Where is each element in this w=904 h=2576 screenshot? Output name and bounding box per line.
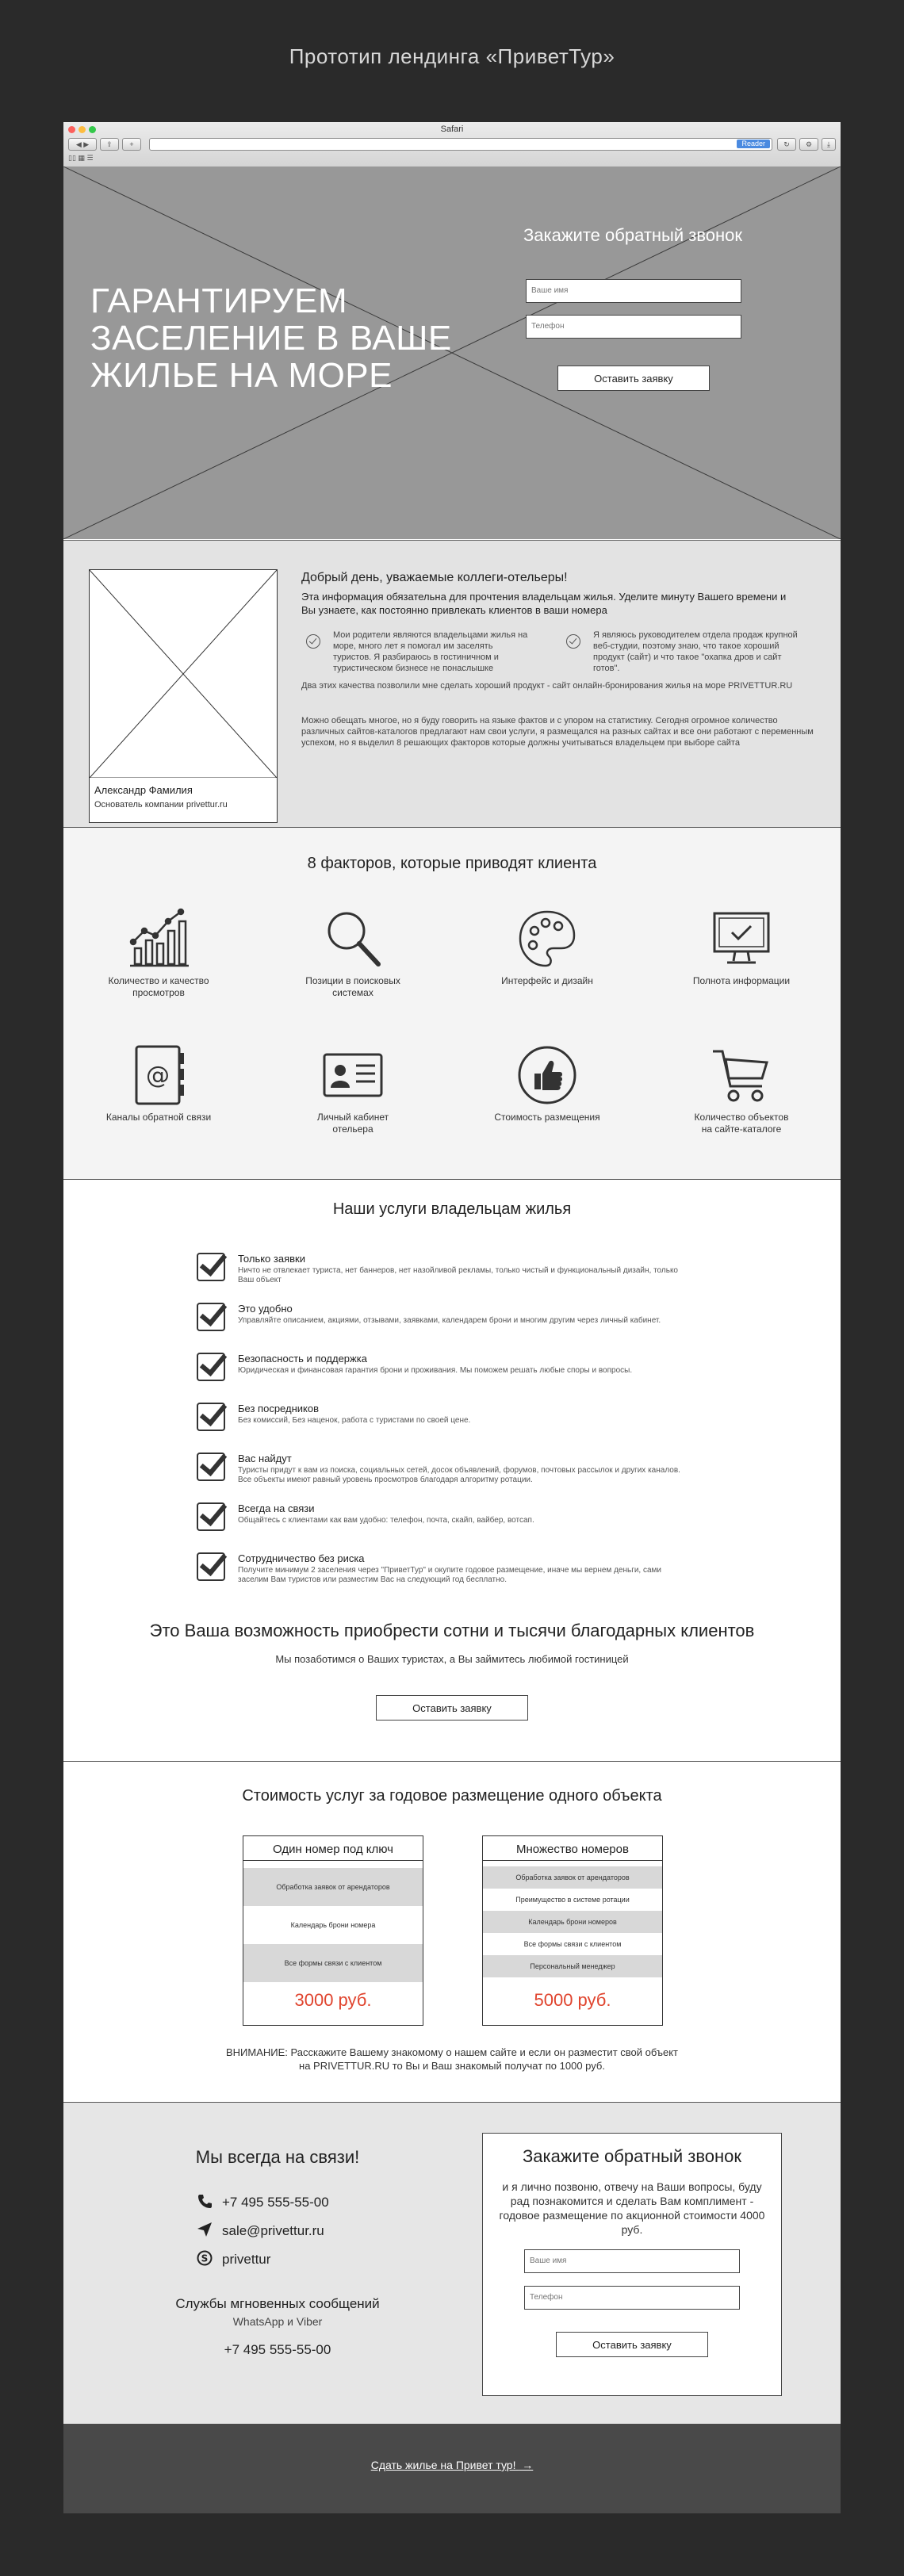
footer-link-text[interactable]: Сдать жилье на Привет тур! [370,2459,516,2471]
download-icon[interactable]: ⤓ [822,138,836,151]
browser-window [63,122,841,2513]
about-summary: Два этих качества позволили мне сделать хороший продукт - сайт онлайн-бронирования жилья на море PRIVETTUR.RU [301,681,793,691]
phone-icon [197,2193,214,2213]
services-section [63,1179,841,1762]
service-title: Это удобно [238,1303,293,1315]
plan-price: 3000 руб. [294,1990,372,2010]
services-title: Наши услуги владельцам жилья [332,1200,572,1218]
plan-feature: Календарь брони номеров [483,1911,662,1933]
callback-name-input[interactable] [524,2249,740,2273]
chart-growth-icon [127,907,190,970]
service-desc: Ничто не отвлекает туриста, нет баннеров, нет назойливой рекламы, только чистый и функциональный дизайн, только Ваш объект [238,1266,678,1284]
pricing-section [63,1761,841,2103]
settings-icon[interactable]: ⚙ [799,138,818,151]
about-point: Я являюсь руководителем отдела продаж крупной веб-студии, поэтому знаю, что такое хороший продукт (сайт) и что такое "охапка дров и сайт готов". [593,630,798,673]
contacts-section [63,2102,841,2425]
factor-label: на сайте-каталоге [701,1123,782,1135]
messengers-phone[interactable]: +7 495 555-55-00 [224,2342,331,2357]
bookmarks-bar [68,154,94,163]
factor-item [646,907,837,987]
founder-role: Основатель компании privettur.ru [94,800,228,810]
checkbox-checked-icon [197,1502,225,1531]
name-input[interactable] [526,279,741,303]
magnifier-icon [321,907,385,970]
address-bar[interactable] [149,138,772,151]
checkbox-checked-icon [197,1453,225,1481]
contact-skype-text: privettur [222,2251,271,2267]
factor-label: Стоимость размещения [494,1112,600,1123]
contact-skype[interactable] [197,2250,270,2270]
pricing-title: Стоимость услуг за годовое размещение одного объекта [242,1787,662,1805]
contact-phone-text: +7 495 555-55-00 [222,2194,329,2210]
checkbox-checked-icon [197,1303,225,1331]
services-cta-subtitle: Мы позаботимся о Ваших туристах, а Вы займитесь любимой гостиницей [275,1653,629,1665]
checkbox-checked-icon [197,1552,225,1581]
about-heading: Добрый день, уважаемые коллеги-отельеры! [301,571,568,584]
callback-phone-input[interactable] [524,2286,740,2310]
service-desc: Управляйте описанием, акциями, отзывами, заявками, календарем брони и многим другим через личный кабинет. [238,1316,661,1325]
id-card-icon [321,1043,385,1107]
checkbox-checked-icon [197,1253,225,1281]
share-icon[interactable]: ⇪ [100,138,119,151]
factor-label: отельера [332,1123,373,1135]
callback-desc: и я лично позвоню, отвечу на Ваши вопросы, буду рад познакомится и сделать Вам комплимент - годовое размещение по акционной стоимости 4000 руб. [499,2180,765,2236]
svg-text:S: S [201,2253,209,2264]
palette-icon [515,907,579,970]
messengers-title: Службы мгновенных сообщений [175,2296,380,2311]
about-lead: Эта информация обязательна для прочтения владельцам жилья. Уделите минуту Вашего времени и Вы узнаете, как постоянно привлекать клиентов в ваши номера [301,591,787,616]
plan-name: Множество номеров [516,1843,629,1856]
reading-list-icon[interactable]: ▯▯ [68,154,76,162]
phone-input[interactable] [526,315,741,339]
contact-phone[interactable] [197,2193,329,2213]
about-body: Можно обещать многое, но я буду говорить на языке фактов и с упором на статистику. Сегодня огромное количество различных сайтов-каталогов предлагают нам свои услуги, я размещался на разных сайтах и все они работают с переменным успехом, но я выделил 8 решающих факторов которые должны учитываться владельцем при выборе сайта [301,716,814,748]
plan-price: 5000 руб. [534,1990,611,2010]
window-title: Safari [440,124,464,134]
footer-link[interactable] [63,2459,841,2471]
service-title: Без посредников [238,1403,319,1414]
grid-icon[interactable]: ▦ [78,154,85,162]
service-title: Сотрудничество без риска [238,1552,365,1564]
send-icon [197,2222,214,2241]
thumbs-up-icon [515,1043,579,1107]
factor-item [63,1043,254,1123]
footer [63,2424,841,2513]
price-card-multi [482,1835,663,2026]
service-title: Вас найдут [238,1453,292,1464]
plan-feature: Преимущество в системе ротации [515,1896,630,1904]
divider [243,1860,423,1861]
factor-label: Количество и качество [108,975,209,986]
callback-title: Закажите обратный звонок [522,2146,742,2166]
factor-item [452,1043,642,1123]
factor-item [646,1043,837,1135]
service-desc: Получите минимум 2 заселения через "ПриветТур" и окупите годовое размещение, иначе мы вернем деньги, сами заселим Вам туристов или разместим Вас на следующий год бесплатно. [238,1566,662,1584]
back-forward-button[interactable]: ◀ ▶ [68,138,97,151]
reader-button[interactable]: Reader [737,140,770,148]
contacts-title: Мы всегда на связи! [195,2147,360,2167]
contact-email[interactable] [197,2222,324,2241]
factor-label: просмотров [132,987,185,998]
factors-title: 8 факторов, которые приводят клиента [307,855,597,872]
page-title: Прототип лендинга «ПриветТур» [289,44,615,68]
service-title: Всегда на связи [238,1502,315,1514]
hero-section [63,167,841,539]
service-desc: Туристы придут к вам из поиска, социальных сетей, досок объявлений, форумов, почтовых рассылок и других каналов. Все объекты имеют равный уровень просмотров благодаря алгоритму ротации. [238,1466,680,1484]
check-circle-icon [306,634,320,649]
service-desc: Без комиссий, Без наценок, работа с туристами по своей цене. [238,1416,471,1425]
callback-submit-button[interactable]: Оставить заявку [556,2332,708,2357]
plan-feature: Персональный менеджер [483,1955,662,1977]
plan-feature: Обработка заявок от арендаторов [243,1868,423,1906]
add-icon[interactable]: + [122,138,141,151]
svg-text:@: @ [146,1062,170,1089]
service-desc: Юридическая и финансовая гарантия брони и проживания. Мы поможем решать любые споры и вопросы. [238,1366,633,1375]
factor-label: системах [332,987,373,998]
factors-section [63,827,841,1180]
browser-toolbar [68,136,836,152]
callback-box [482,2133,782,2396]
referral-note: ВНИМАНИЕ: Расскажите Вашему знакомому о нашем сайте и если он разместит свой объект на PRIVETTUR.RU то Вы и Ваш знакомый получат по 1000 руб. [225,2046,679,2072]
plan-feature: Обработка заявок от арендаторов [483,1866,662,1889]
factor-label: Личный кабинет [316,1112,389,1123]
factor-item [258,907,448,999]
plan-name: Один номер под ключ [273,1843,393,1856]
factor-label: Количество объектов [694,1112,789,1123]
messengers-subtitle: WhatsApp и Viber [232,2315,323,2328]
factor-label: Интерфейс и дизайн [501,975,593,986]
callback-form-title: Закажите обратный звонок [523,225,743,245]
factor-item [63,907,254,999]
reload-icon[interactable]: ↻ [777,138,796,151]
checkbox-checked-icon [197,1353,225,1381]
factor-item [452,907,642,987]
service-title: Только заявки [238,1253,305,1265]
skype-icon [197,2250,214,2270]
plan-feature: Все формы связи с клиентом [523,1940,622,1948]
photo-placeholder [90,570,277,778]
check-circle-icon [566,634,580,649]
submit-request-button[interactable]: Оставить заявку [557,366,710,391]
factor-label: Позиции в поисковых [305,975,400,986]
arrow-right-icon: → [519,2459,534,2471]
factor-item [258,1043,448,1135]
factor-label: Полнота информации [692,975,791,986]
cart-icon [710,1043,773,1107]
factor-label: Каналы обратной связи [105,1112,212,1123]
divider [483,1860,662,1861]
service-title: Безопасность и поддержка [238,1353,367,1365]
bookmarks-icon[interactable]: ☰ [86,154,94,162]
contact-email-text: sale@privettur.ru [222,2222,324,2238]
service-desc: Общайтесь с клиентами как вам удобно: телефон, почта, скайп, вайбер, вотсап. [238,1516,534,1525]
founder-photo [89,569,278,823]
plan-feature: Календарь брони номера [290,1921,376,1929]
checkbox-checked-icon [197,1403,225,1431]
address-book-icon [127,1043,190,1107]
services-request-button[interactable]: Оставить заявку [376,1695,528,1721]
hero-headline: ГАРАНТИРУЕМ ЗАСЕЛЕНИЕ В ВАШЕ ЖИЛЬЕ НА МОРЕ [90,281,452,395]
about-section [63,540,841,828]
services-cta-title: Это Ваша возможность приобрести сотни и тысячи благодарных клиентов [149,1621,755,1640]
browser-chrome [63,122,841,167]
about-point: Мои родители являются владельцами жилья на море, много лет я помогал им заселять туристов. Я разбираюсь в гостиничном и туристическом бизнесе не понаслышке [333,630,528,673]
price-card-single [243,1835,423,2026]
founder-name: Александр Фамилия [94,784,193,796]
monitor-check-icon [710,907,773,970]
plan-feature: Все формы связи с клиентом [243,1944,423,1982]
